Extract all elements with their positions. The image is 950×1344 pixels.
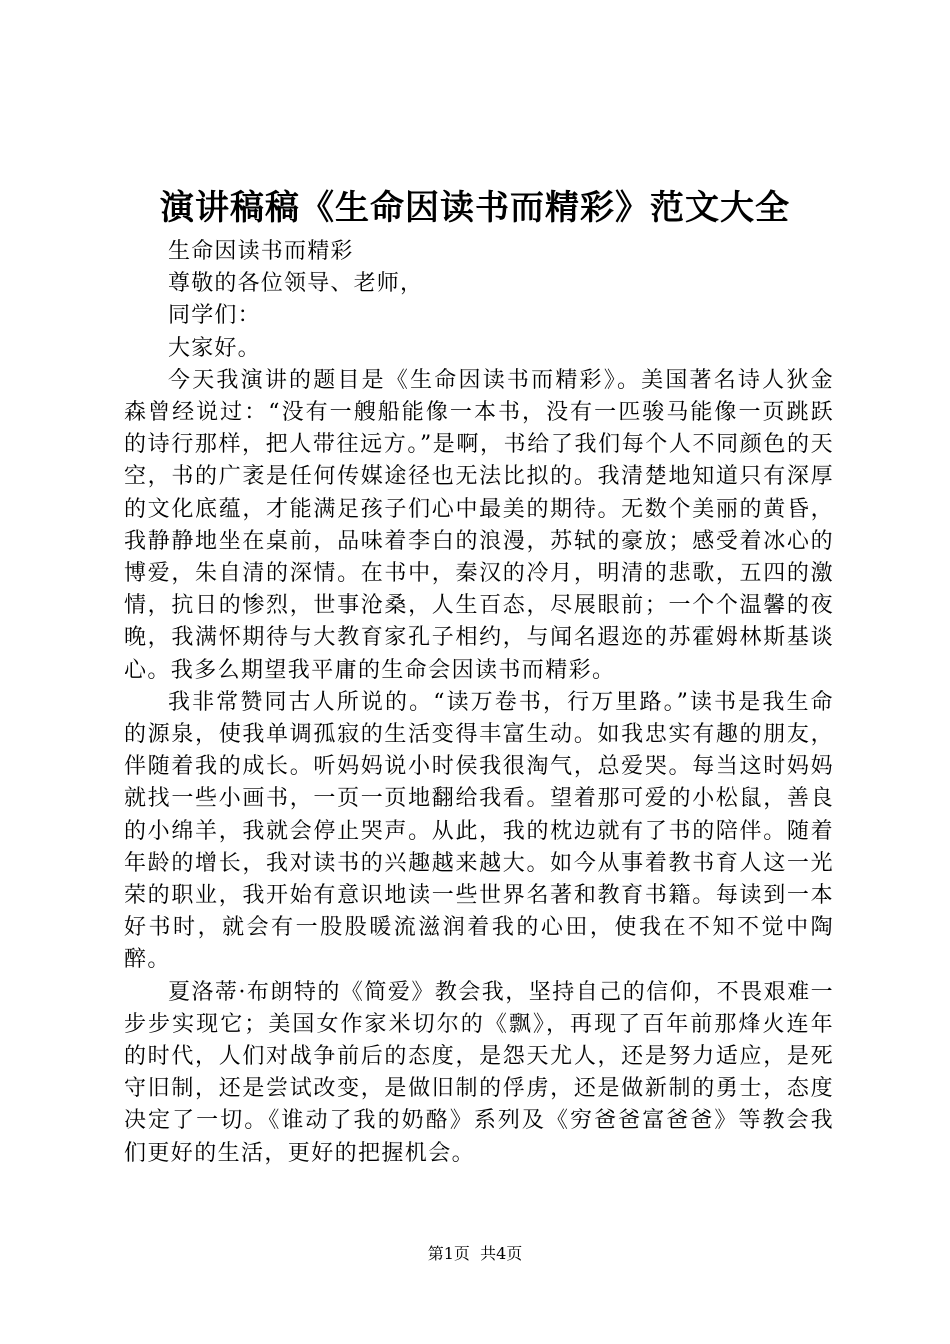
body-paragraph: 夏洛蒂·布朗特的《简爱》教会我，坚持自己的信仰，不畏艰难一步步实现它；美国女作家米切尔的《飘》，再现了百年前那烽火连年的时代，人们对战争前后的态度，是怨天尤人，还是努力适应，是死守旧制，还是尝试改变，是做旧制的俘虏，还是做新制的勇士，态度决定了一切。《谁动了我的奶酪》系列及《穷爸爸富爸爸》等教会我们更好的生活，更好的把握机会。: [124, 979, 834, 1166]
salutation-line: 同学们：: [168, 303, 261, 329]
body-paragraph: 今天我演讲的题目是《生命因读书而精彩》。美国著名诗人狄金森曾经说过：“没有一艘船能像一本书，没有一匹骏马能像一页跳跃的诗行那样，把人带往远方。”是啊，书给了我们每个人不同颜色的天空，书的广袤是任何传媒途径也无法比拟的。我清楚地知道只有深厚的文化底蕴，才能满足孩子们心中最美的期待。无数个美丽的黄昏，我静静地坐在桌前，品味着李白的浪漫，苏轼的豪放；感受着冰心的博爱，朱自清的深情。在书中，秦汉的冷月，明清的悲歌，五四的激情，抗日的惨烈，世事沧桑，人生百态，尽展眼前；一个个温馨的夜晚，我满怀期待与大教育家孔子相约，与闻名遐迩的苏霍姆林斯基谈心。我多么期望我平庸的生命会因读书而精彩。: [124, 367, 834, 683]
document-body: [124, 236, 834, 1170]
body-paragraph: 我非常赞同古人所说的。“读万卷书，行万里路。”读书是我生命的源泉，使我单调孤寂的生活变得丰富生动。如我忠实有趣的朋友，伴随着我的成长。听妈妈说小时侯我很淘气，总爱哭。每当这时妈妈就找一些小画书，一页一页地翻给我看。望着那可爱的小松鼠，善良的小绵羊，我就会停止哭声。从此，我的枕边就有了书的陪伴。随着年龄的增长，我对读书的兴趣越来越大。如今从事着教书育人这一光荣的职业，我开始有意识地读一些世界名著和教育书籍。每读到一本好书时，就会有一股股暖流滋润着我的心田，使我在不知不觉中陶醉。: [124, 689, 834, 973]
greeting-line: 大家好。: [168, 335, 261, 361]
salutation-line: 尊敬的各位领导、老师，: [168, 271, 424, 297]
page-number-footer: 第1页 共4页: [427, 1244, 523, 1263]
speech-title-line: 生命因读书而精彩: [168, 239, 354, 264]
document-title: 演讲稿稿《生命因读书而精彩》范文大全: [160, 188, 790, 228]
